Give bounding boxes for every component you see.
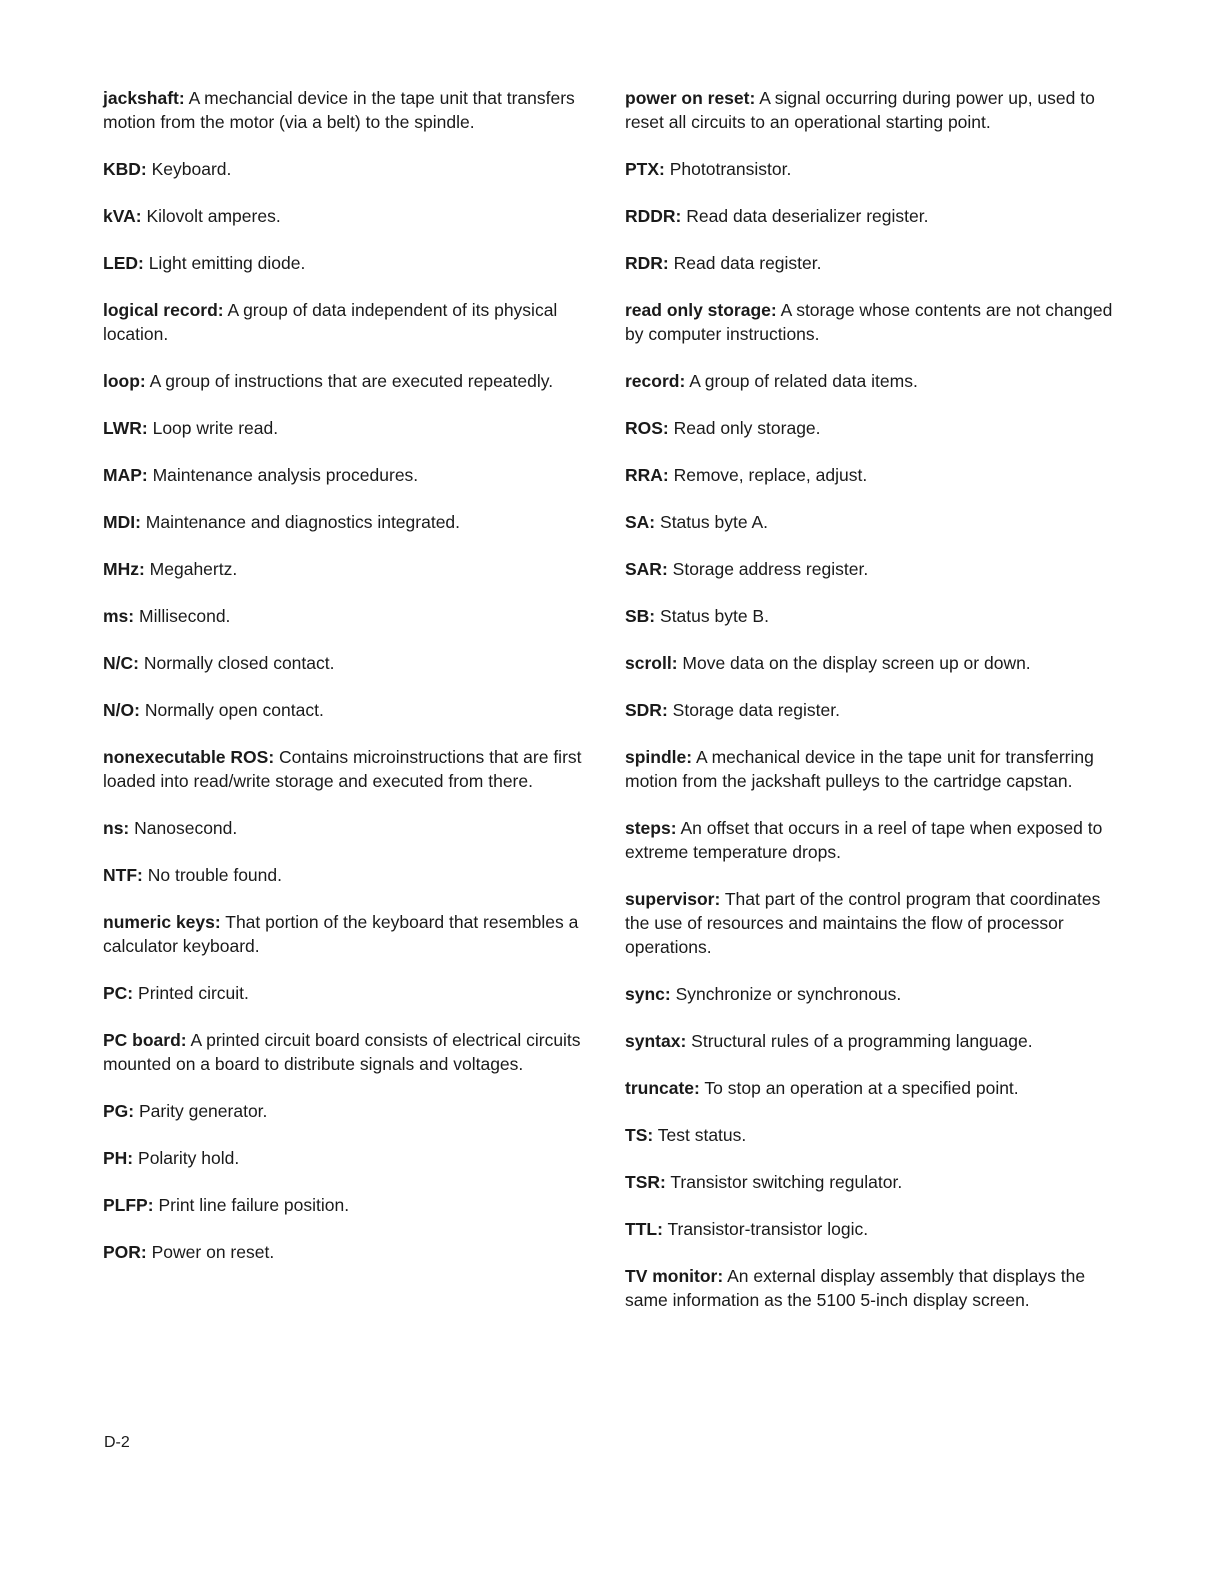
glossary-entry (625, 982, 1125, 1006)
glossary-entry (103, 1146, 583, 1170)
glossary-definition: Test status. (657, 1125, 747, 1145)
glossary-entry (103, 604, 583, 628)
glossary-entry (625, 698, 1125, 722)
glossary-entry (625, 651, 1125, 675)
glossary-term: MAP: (103, 465, 148, 485)
glossary-definition: Megahertz. (149, 559, 238, 579)
glossary-definition: Status byte A. (660, 512, 768, 532)
glossary-term: sync: (625, 984, 671, 1004)
glossary-entry (103, 1099, 583, 1123)
glossary-definition: To stop an operation at a specified point. (704, 1078, 1019, 1098)
glossary-entry (625, 510, 1125, 534)
glossary-entry (103, 86, 583, 134)
glossary-definition: That part of the control program that coordinates the use of resources and maintains the flow of processor operations. (625, 889, 1101, 957)
glossary-entry (103, 745, 583, 793)
glossary-entry (625, 157, 1125, 181)
glossary-term: ROS: (625, 418, 669, 438)
glossary-entry (103, 816, 583, 840)
glossary-term: MHz: (103, 559, 145, 579)
glossary-definition: Maintenance and diagnostics integrated. (145, 512, 461, 532)
glossary-term: numeric keys: (103, 912, 221, 932)
glossary-definition: Move data on the display screen up or down. (682, 653, 1031, 673)
glossary-definition: A group of data independent of its physical location. (103, 300, 558, 344)
glossary-term: PTX: (625, 159, 665, 179)
glossary-definition: Transistor-transistor logic. (667, 1219, 869, 1239)
glossary-entry (625, 416, 1125, 440)
glossary-definition: Status byte B. (660, 606, 769, 626)
glossary-entry (625, 745, 1125, 793)
glossary-definition: A mechanical device in the tape unit for transferring motion from the jackshaft pulleys to the cartridge capstan. (625, 747, 1094, 791)
glossary-entry (625, 887, 1125, 959)
glossary-definition: Read data register. (673, 253, 822, 273)
glossary-definition: Maintenance analysis procedures. (152, 465, 419, 485)
glossary-term: scroll: (625, 653, 678, 673)
glossary-term: PG: (103, 1101, 135, 1121)
glossary-term: TV monitor: (625, 1266, 724, 1286)
glossary-entry (103, 369, 583, 393)
glossary-definition: A group of related data items. (689, 371, 918, 391)
glossary-term: RDR: (625, 253, 669, 273)
glossary-term: steps: (625, 818, 677, 838)
glossary-definition: Storage data register. (672, 700, 840, 720)
glossary-term: logical record: (103, 300, 224, 320)
glossary-definition: Contains microinstructions that are first loaded into read/write storage and executed from there. (103, 747, 582, 791)
glossary-definition: That portion of the keyboard that resembles a calculator keyboard. (103, 912, 579, 956)
glossary-definition: A printed circuit board consists of electrical circuits mounted on a board to distribute signals and voltages. (103, 1030, 581, 1074)
glossary-definition: Nanosecond. (134, 818, 238, 838)
glossary-term: SA: (625, 512, 656, 532)
glossary-term: TS: (625, 1125, 654, 1145)
glossary-entry (625, 1076, 1125, 1100)
glossary-definition: Polarity hold. (138, 1148, 240, 1168)
glossary-term: N/C: (103, 653, 139, 673)
glossary-term: SB: (625, 606, 656, 626)
glossary-definition: Remove, replace, adjust. (673, 465, 868, 485)
glossary-entry (103, 463, 583, 487)
glossary-entry (625, 1029, 1125, 1053)
glossary-definition: Printed circuit. (138, 983, 249, 1003)
glossary-term: TSR: (625, 1172, 666, 1192)
glossary-entry (103, 698, 583, 722)
glossary-entry (103, 981, 583, 1005)
glossary-definition: Loop write read. (152, 418, 279, 438)
glossary-term: supervisor: (625, 889, 721, 909)
glossary-entry (625, 251, 1125, 275)
glossary-definition: Print line failure position. (158, 1195, 350, 1215)
glossary-entry (103, 1240, 583, 1264)
glossary-term: MDI: (103, 512, 141, 532)
glossary-definition: Synchronize or synchronous. (675, 984, 902, 1004)
glossary-entry (625, 463, 1125, 487)
glossary-entry (625, 816, 1125, 864)
glossary-definition: Light emitting diode. (148, 253, 306, 273)
glossary-term: truncate: (625, 1078, 700, 1098)
glossary-term: KBD: (103, 159, 147, 179)
glossary-definition: Normally open contact. (144, 700, 324, 720)
glossary-term: RDDR: (625, 206, 682, 226)
glossary-entry (625, 1123, 1125, 1147)
glossary-term: syntax: (625, 1031, 687, 1051)
glossary-definition: Normally closed contact. (143, 653, 335, 673)
glossary-entry (625, 204, 1125, 228)
glossary-entry (103, 910, 583, 958)
glossary-definition: Transistor switching regulator. (670, 1172, 903, 1192)
glossary-term: PC: (103, 983, 134, 1003)
glossary-term: PH: (103, 1148, 134, 1168)
glossary-term: record: (625, 371, 686, 391)
glossary-term: TTL: (625, 1219, 663, 1239)
glossary-definition: Structural rules of a programming language. (691, 1031, 1033, 1051)
glossary-term: ns: (103, 818, 130, 838)
glossary-definition: Storage address register. (672, 559, 869, 579)
glossary-term: read only storage: (625, 300, 777, 320)
page-number: D-2 (104, 1434, 130, 1451)
glossary-definition: An external display assembly that displays the same information as the 5100 5-inch display screen. (625, 1266, 1086, 1310)
glossary-definition: A group of instructions that are executed repeatedly. (149, 371, 554, 391)
glossary-term: RRA: (625, 465, 669, 485)
glossary-term: N/O: (103, 700, 140, 720)
glossary-term: nonexecutable ROS: (103, 747, 275, 767)
glossary-term: POR: (103, 1242, 147, 1262)
glossary-entry (103, 416, 583, 440)
glossary-term: PLFP: (103, 1195, 154, 1215)
glossary-term: ms: (103, 606, 135, 626)
glossary-definition: Read only storage. (673, 418, 821, 438)
glossary-definition: An offset that occurs in a reel of tape when exposed to extreme temperature drops. (625, 818, 1103, 862)
glossary-entry (625, 557, 1125, 581)
glossary-entry (103, 651, 583, 675)
glossary-term: SDR: (625, 700, 668, 720)
glossary-definition: A storage whose contents are not changed by computer instructions. (625, 300, 1113, 344)
glossary-entry (625, 298, 1125, 346)
glossary-entry (103, 157, 583, 181)
glossary-entry (625, 1170, 1125, 1194)
glossary-entry (103, 204, 583, 228)
glossary-entry (103, 557, 583, 581)
glossary-definition: Read data deserializer register. (686, 206, 929, 226)
glossary-definition: Phototransistor. (669, 159, 792, 179)
glossary-definition: Kilovolt amperes. (146, 206, 281, 226)
glossary-term: NTF: (103, 865, 143, 885)
glossary-left-column (103, 86, 583, 1287)
glossary-right-column (625, 86, 1125, 1335)
glossary-term: PC board: (103, 1030, 187, 1050)
glossary-definition: Millisecond. (139, 606, 231, 626)
glossary-entry (625, 604, 1125, 628)
glossary-entry (625, 1264, 1125, 1312)
glossary-entry (103, 863, 583, 887)
glossary-term: jackshaft: (103, 88, 185, 108)
glossary-entry (103, 298, 583, 346)
glossary-entry (625, 86, 1125, 134)
glossary-term: loop: (103, 371, 146, 391)
glossary-entry (103, 1193, 583, 1217)
glossary-entry (103, 510, 583, 534)
glossary-term: power on reset: (625, 88, 756, 108)
glossary-definition: No trouble found. (147, 865, 282, 885)
glossary-definition: Power on reset. (151, 1242, 275, 1262)
glossary-entry (103, 1028, 583, 1076)
glossary-definition: A mechancial device in the tape unit that transfers motion from the motor (via a belt) to the spindle. (103, 88, 575, 132)
glossary-term: kVA: (103, 206, 142, 226)
glossary-definition: Keyboard. (151, 159, 232, 179)
glossary-term: spindle: (625, 747, 693, 767)
glossary-term: LWR: (103, 418, 148, 438)
glossary-entry (103, 251, 583, 275)
glossary-entry (625, 1217, 1125, 1241)
glossary-definition: A signal occurring during power up, used to reset all circuits to an operational starting point. (625, 88, 1095, 132)
glossary-definition: Parity generator. (139, 1101, 268, 1121)
glossary-term: SAR: (625, 559, 668, 579)
glossary-term: LED: (103, 253, 144, 273)
glossary-entry (625, 369, 1125, 393)
